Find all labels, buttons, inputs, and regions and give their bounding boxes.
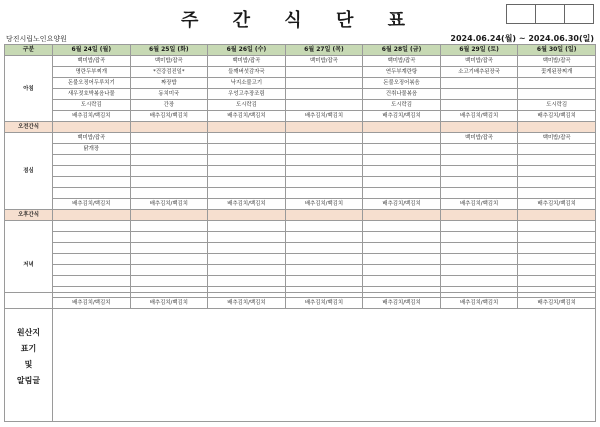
menu-cell — [285, 276, 363, 287]
menu-cell — [285, 232, 363, 243]
menu-cell — [518, 210, 596, 221]
meal-label: 오후간식 — [5, 210, 53, 221]
approval-cell — [564, 4, 594, 24]
menu-cell: 백미밥/잡곡 — [440, 56, 518, 67]
menu-cell: 돈불오징어볶음 — [363, 78, 441, 89]
menu-cell: 백미밥/잡곡 — [53, 56, 131, 67]
menu-cell: 꽃게된장찌개 — [518, 67, 596, 78]
menu-cell — [363, 144, 441, 155]
menu-cell — [285, 210, 363, 221]
menu-cell — [130, 276, 208, 287]
menu-cell — [130, 221, 208, 232]
meal-label: 오전간식 — [5, 122, 53, 133]
menu-cell — [285, 100, 363, 111]
menu-cell — [208, 276, 286, 287]
menu-cell: 배추김치/백김치 — [130, 199, 208, 210]
menu-cell — [440, 177, 518, 188]
menu-cell — [518, 78, 596, 89]
menu-cell — [518, 155, 596, 166]
menu-cell: 돈불오징어두루치기 — [53, 78, 131, 89]
menu-row — [5, 243, 596, 254]
menu-cell: 백미밥/잡곡 — [518, 56, 596, 67]
menu-cell: 배추김치/백김치 — [518, 298, 596, 309]
menu-cell: 배추김치/백김치 — [285, 199, 363, 210]
menu-cell: 낙지소불고기 — [208, 78, 286, 89]
header-cell: 6월 27일 (목) — [285, 45, 363, 56]
menu-cell — [208, 188, 286, 199]
menu-cell — [208, 221, 286, 232]
menu-cell — [53, 188, 131, 199]
menu-cell — [440, 276, 518, 287]
menu-cell — [285, 265, 363, 276]
menu-row — [5, 166, 596, 177]
menu-cell: 동치미국 — [130, 89, 208, 100]
menu-cell: 배추김치/백김치 — [363, 199, 441, 210]
menu-cell — [363, 232, 441, 243]
menu-cell — [285, 67, 363, 78]
header-cell: 6월 25일 (화) — [130, 45, 208, 56]
notes-body — [53, 293, 595, 421]
menu-row — [5, 177, 596, 188]
menu-cell: 배추김치/백김치 — [130, 111, 208, 122]
menu-cell — [440, 188, 518, 199]
menu-cell: 배추김치/백김치 — [208, 199, 286, 210]
menu-cell — [440, 155, 518, 166]
menu-row — [5, 188, 596, 199]
meal-label: 저녁 — [5, 221, 53, 309]
menu-cell: 배추김치/백김치 — [53, 298, 131, 309]
menu-cell — [518, 276, 596, 287]
menu-cell — [518, 144, 596, 155]
menu-cell — [285, 254, 363, 265]
approval-cell — [535, 4, 565, 24]
menu-cell — [208, 243, 286, 254]
menu-cell — [285, 221, 363, 232]
menu-row — [5, 276, 596, 287]
menu-cell — [363, 210, 441, 221]
menu-period: 2024.06.24(월) ~ 2024.06.30(일) — [450, 34, 594, 43]
menu-cell — [208, 155, 286, 166]
menu-cell — [440, 89, 518, 100]
header-cell: 6월 26일 (수) — [208, 45, 286, 56]
meal-label: 아침 — [5, 56, 53, 122]
approval-box — [507, 4, 594, 24]
page-title: 주 간 식 단 표 — [180, 10, 419, 31]
menu-cell — [363, 276, 441, 287]
menu-cell — [285, 243, 363, 254]
menu-cell: 배추김치/백김치 — [440, 199, 518, 210]
menu-cell: 건취나물볶음 — [363, 89, 441, 100]
menu-cell: 배추김치/백김치 — [285, 111, 363, 122]
menu-cell — [285, 89, 363, 100]
menu-cell — [285, 133, 363, 144]
menu-cell — [440, 122, 518, 133]
snack-row — [5, 122, 596, 133]
menu-cell — [285, 78, 363, 89]
menu-cell — [130, 188, 208, 199]
menu-cell: 백미밥/잡곡 — [518, 133, 596, 144]
menu-cell — [208, 177, 286, 188]
menu-cell — [53, 243, 131, 254]
header-row — [5, 45, 596, 56]
menu-cell — [518, 265, 596, 276]
notes-label-line: 알림글 — [16, 376, 41, 385]
menu-cell — [130, 243, 208, 254]
notes-label-line: 및 — [24, 360, 33, 369]
meal-label: 점심 — [5, 133, 53, 210]
menu-cell — [285, 122, 363, 133]
menu-cell — [518, 232, 596, 243]
menu-row — [5, 67, 596, 78]
organization-name: 당진시립노인요양원 — [6, 35, 67, 43]
menu-cell — [363, 221, 441, 232]
menu-cell — [518, 89, 596, 100]
menu-cell — [363, 254, 441, 265]
menu-cell: 배추김치/백김치 — [363, 111, 441, 122]
menu-cell: 들깨버섯감자국 — [208, 67, 286, 78]
menu-cell — [518, 177, 596, 188]
menu-cell — [518, 243, 596, 254]
menu-cell: 배추김치/백김치 — [53, 111, 131, 122]
menu-cell — [53, 155, 131, 166]
menu-cell — [285, 188, 363, 199]
menu-cell: 배추김치/백김치 — [208, 298, 286, 309]
menu-row — [5, 155, 596, 166]
menu-cell — [363, 166, 441, 177]
menu-cell — [208, 210, 286, 221]
menu-cell — [440, 243, 518, 254]
menu-cell — [53, 122, 131, 133]
menu-row — [5, 78, 596, 89]
menu-cell: 배추김치/백김치 — [130, 298, 208, 309]
approval-cell — [506, 4, 536, 24]
menu-cell — [53, 221, 131, 232]
menu-cell — [285, 166, 363, 177]
menu-cell — [363, 177, 441, 188]
menu-cell: 배추김치/백김치 — [518, 111, 596, 122]
menu-cell: 배추김치/백김치 — [440, 111, 518, 122]
menu-cell — [130, 210, 208, 221]
menu-cell: 백미밥/잡곡 — [363, 56, 441, 67]
menu-cell: 배추김치/백김치 — [53, 199, 131, 210]
menu-cell — [208, 133, 286, 144]
menu-cell: 명란두부찌개 — [53, 67, 131, 78]
menu-cell — [130, 232, 208, 243]
menu-cell — [440, 78, 518, 89]
menu-cell: 배추김치/백김치 — [208, 111, 286, 122]
menu-cell — [208, 144, 286, 155]
menu-cell — [208, 254, 286, 265]
snack-row — [5, 210, 596, 221]
menu-row — [5, 56, 596, 67]
header-cell: 구분 — [5, 45, 53, 56]
notes-section — [4, 292, 596, 422]
menu-cell: 배추김치/백김치 — [363, 298, 441, 309]
menu-cell: 도시락김 — [208, 100, 286, 111]
menu-cell — [440, 144, 518, 155]
menu-cell — [53, 265, 131, 276]
menu-cell: 배추김치/백김치 — [440, 298, 518, 309]
menu-cell — [363, 122, 441, 133]
menu-cell: 도시락김 — [363, 100, 441, 111]
menu-cell — [285, 144, 363, 155]
header-cell: 6월 24일 (월) — [53, 45, 131, 56]
menu-cell — [208, 122, 286, 133]
menu-cell — [518, 221, 596, 232]
menu-cell — [285, 177, 363, 188]
menu-row — [5, 232, 596, 243]
menu-cell — [130, 144, 208, 155]
menu-cell — [363, 188, 441, 199]
menu-cell — [53, 210, 131, 221]
menu-cell: 백미밥/잡곡 — [440, 133, 518, 144]
notes-label-line: 원산지 — [16, 328, 41, 337]
menu-cell — [130, 265, 208, 276]
menu-cell — [208, 232, 286, 243]
menu-cell: 백미밥/잡곡 — [53, 133, 131, 144]
menu-row — [5, 199, 596, 210]
menu-cell — [53, 276, 131, 287]
menu-cell — [440, 100, 518, 111]
menu-cell — [53, 166, 131, 177]
menu-cell: 배추김치/백김치 — [285, 298, 363, 309]
header-cell: 6월 28일 (금) — [363, 45, 441, 56]
menu-cell — [363, 265, 441, 276]
menu-cell — [440, 166, 518, 177]
menu-cell: 백미밥/잡곡 — [208, 56, 286, 67]
menu-cell — [440, 232, 518, 243]
menu-cell — [130, 133, 208, 144]
menu-cell — [440, 221, 518, 232]
menu-body — [5, 56, 596, 309]
menu-cell — [440, 265, 518, 276]
notes-label-line: 표기 — [20, 344, 37, 353]
menu-cell: 새우젓호박볶음나물 — [53, 89, 131, 100]
menu-cell — [130, 122, 208, 133]
menu-row — [5, 144, 596, 155]
menu-cell — [285, 155, 363, 166]
menu-cell: 닭개장 — [53, 144, 131, 155]
menu-cell: 도시락김 — [53, 100, 131, 111]
header-cell: 6월 29일 (토) — [440, 45, 518, 56]
menu-cell: 우엉고추장조림 — [208, 89, 286, 100]
menu-cell — [130, 155, 208, 166]
menu-row — [5, 133, 596, 144]
menu-cell: 소고기배추된장국 — [440, 67, 518, 78]
menu-cell — [130, 177, 208, 188]
menu-cell — [53, 254, 131, 265]
menu-cell — [363, 243, 441, 254]
menu-cell — [363, 155, 441, 166]
menu-cell: 연두부계란탕 — [363, 67, 441, 78]
menu-cell: 도시락김 — [518, 100, 596, 111]
menu-cell: 백미밥/잡곡 — [130, 56, 208, 67]
weekly-menu-table — [4, 44, 596, 309]
menu-cell — [53, 232, 131, 243]
header-cell: 6월 30일 (일) — [518, 45, 596, 56]
menu-cell — [518, 122, 596, 133]
menu-cell — [208, 166, 286, 177]
menu-cell — [518, 166, 596, 177]
menu-cell: *건강검진일* — [130, 67, 208, 78]
menu-cell — [518, 254, 596, 265]
menu-row — [5, 89, 596, 100]
menu-cell — [130, 166, 208, 177]
menu-cell — [440, 254, 518, 265]
menu-cell: 백미밥/잡곡 — [285, 56, 363, 67]
menu-cell — [518, 188, 596, 199]
menu-cell — [130, 254, 208, 265]
menu-cell — [363, 133, 441, 144]
menu-row — [5, 100, 596, 111]
menu-row — [5, 221, 596, 232]
notes-label — [5, 293, 53, 421]
menu-cell: 배추김치/백김치 — [518, 199, 596, 210]
menu-cell — [440, 210, 518, 221]
menu-row — [5, 254, 596, 265]
menu-cell — [208, 265, 286, 276]
menu-cell: 간장 — [130, 100, 208, 111]
menu-row — [5, 111, 596, 122]
menu-cell — [53, 177, 131, 188]
menu-cell: 짜장밥 — [130, 78, 208, 89]
menu-row — [5, 265, 596, 276]
